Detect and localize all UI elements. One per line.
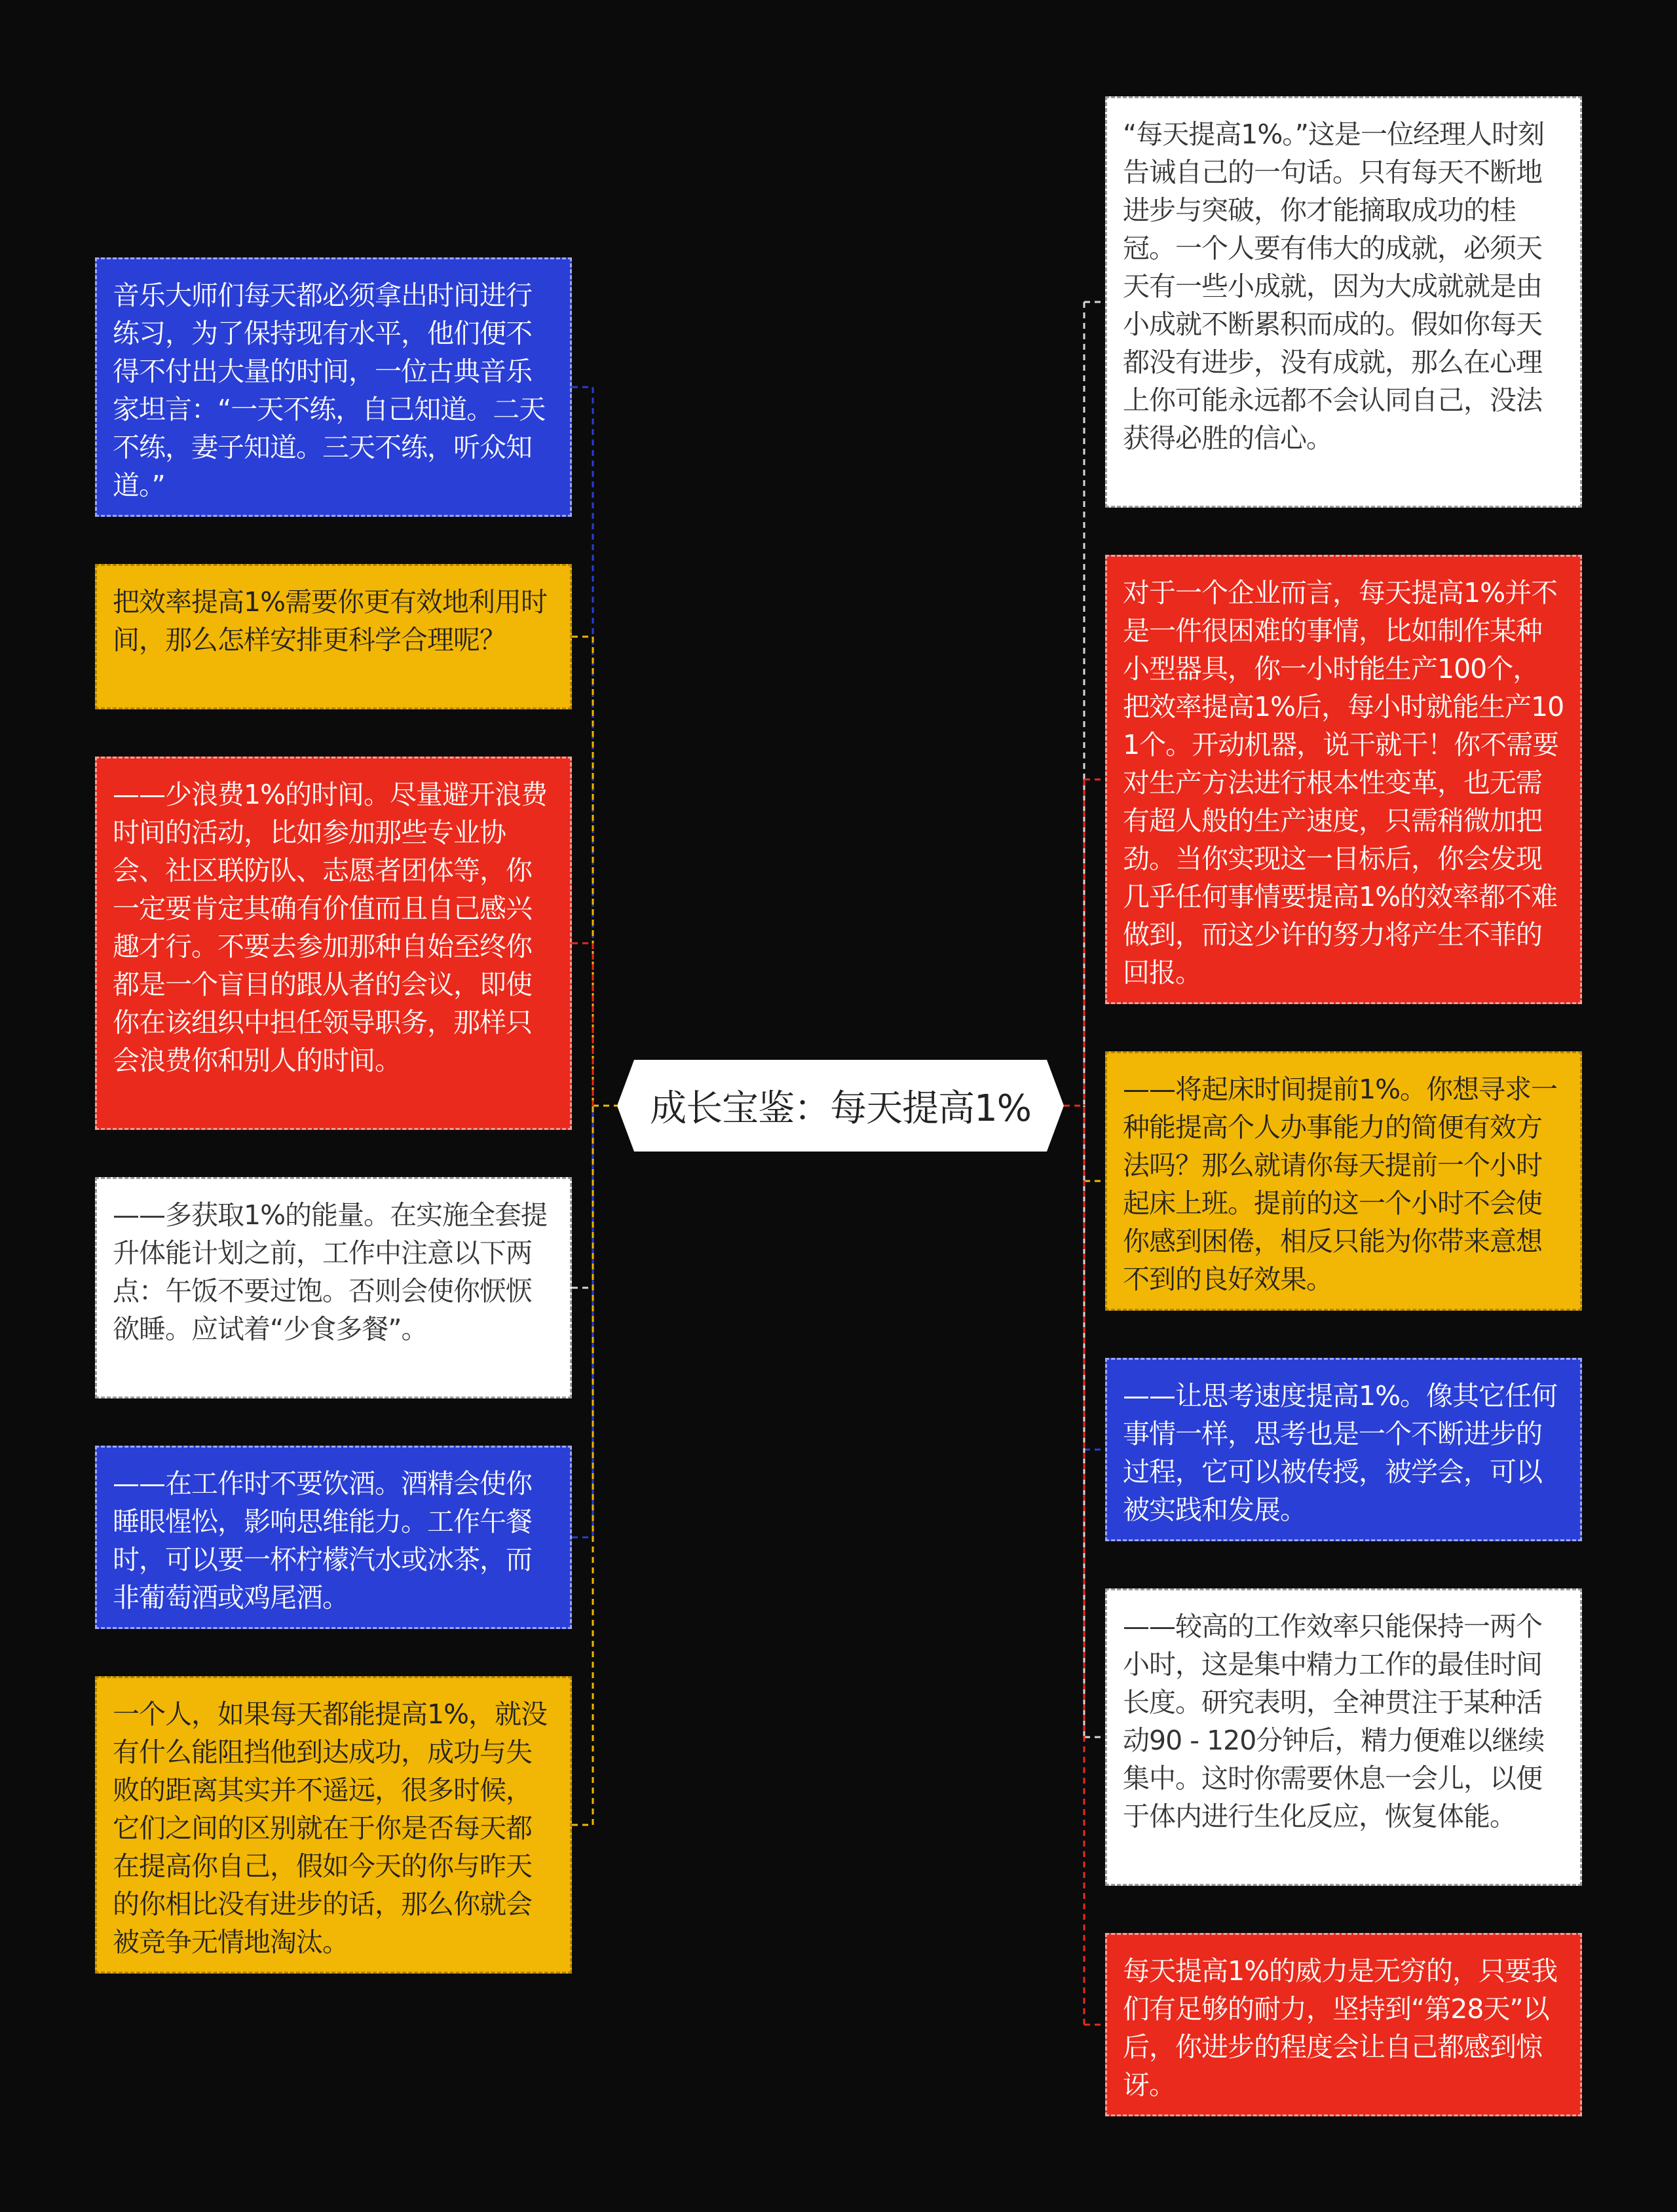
left-node-2[interactable] (95, 564, 572, 709)
right-node-1-text: “每天提高1%。”这是一位经理人时刻告诫自己的一句话。只有每天不断地进步与突破，你才能摘取成功的桂冠。一个人要有伟大的成就，必须天天有一些小成就，因为大成就就是由小成就不断累积而成的。假如你每天都没有进步，没有成就，那么在心理上你可能永远都不会认同自己，没法获得必胜的信心。 (1123, 119, 1545, 454)
left-node-1[interactable] (95, 257, 572, 517)
right-node-1[interactable] (1105, 96, 1582, 508)
left-node-3-text: ——少浪费1%的时间。尽量避开浪费时间的活动，比如参加那些专业协会、社区联防队、志愿者团体等，你一定要肯定其确有价值而且自己感兴趣才行。不要去参加那种自始至终你都是一个盲目的跟从者的会议，即使你在该组织中担任领导职务，那样只会浪费你和别人的时间。 (113, 779, 548, 1076)
right-node-3-text: ——将起床时间提前1%。你想寻求一种能提高个人办事能力的简便有效方法吗？那么就请你每天提前一个小时起床上班。提前的这一个小时不会使你感到困倦，相反只能为你带来意想不到的良好效果。 (1123, 1074, 1558, 1295)
right-node-2[interactable] (1105, 555, 1582, 1004)
right-node-5[interactable] (1105, 1588, 1582, 1886)
right-node-2-text: 对于一个企业而言，每天提高1%并不是一件很困难的事情，比如制作某种小型器具，你一小时能生产100个，把效率提高1%后，每小时就能生产101个。开动机器，说干就干！你不需要对生产方法进行根本性变革，也无需有超人般的生产速度，只需稍微加把劲。当你实现这一目标后，你会发现几乎任何事情要提高1%的效率都不难做到，而这少许的努力将产生不菲的回报。 (1123, 577, 1564, 988)
left-node-2-text: 把效率提高1%需要你更有效地利用时间，那么怎样安排更科学合理呢？ (113, 586, 548, 656)
right-node-6[interactable] (1105, 1933, 1582, 2116)
left-node-4[interactable] (95, 1177, 572, 1398)
right-node-3[interactable] (1105, 1051, 1582, 1311)
right-node-6-text: 每天提高1%的威力是无穷的，只要我们有足够的耐力，坚持到“第28天”以后，你进步的程度会让自己都感到惊讶。 (1123, 1955, 1558, 2101)
central-topic[interactable] (617, 1060, 1064, 1152)
right-node-4[interactable] (1105, 1358, 1582, 1541)
left-node-1-text: 音乐大师们每天都必须拿出时间进行练习，为了保持现有水平，他们便不得不付出大量的时间，一位古典音乐家坦言：“一天不练，自己知道。二天不练，妻子知道。三天不练，听众知道。” (113, 280, 546, 501)
left-node-5[interactable] (95, 1446, 572, 1629)
right-node-5-text: ——较高的工作效率只能保持一两个小时，这是集中精力工作的最佳时间长度。研究表明，全神贯注于某种活动90 - 120分钟后，精力便难以继续集中。这时你需要休息一会儿，以便于体内进行生化反应，恢复体能。 (1123, 1611, 1545, 1832)
left-node-4-text: ——多获取1%的能量。在实施全套提升体能计划之前，工作中注意以下两点：午饭不要过饱。否则会使你恹恹欲睡。应试着“少食多餐”。 (113, 1199, 548, 1345)
right-node-4-text: ——让思考速度提高1%。像其它任何事情一样，思考也是一个不断进步的过程，它可以被传授，被学会，可以被实践和发展。 (1123, 1380, 1558, 1526)
left-node-6-text: 一个人，如果每天都能提高1%，就没有什么能阻挡他到达成功，成功与失败的距离其实并不遥远，很多时候，它们之间的区别就在于你是否每天都在提高你自己，假如今天的你与昨天的你相比没有进步的话，那么你就会被竞争无情地淘汰。 (113, 1698, 548, 1958)
central-topic-label: 成长宝鉴：每天提高1% (650, 1087, 1031, 1130)
left-node-6[interactable] (95, 1676, 572, 1974)
left-node-3[interactable] (95, 757, 572, 1130)
left-node-5-text: ——在工作时不要饮酒。酒精会使你睡眼惺忪，影响思维能力。工作午餐时，可以要一杯柠檬汽水或冰茶，而非葡萄酒或鸡尾酒。 (113, 1468, 532, 1613)
